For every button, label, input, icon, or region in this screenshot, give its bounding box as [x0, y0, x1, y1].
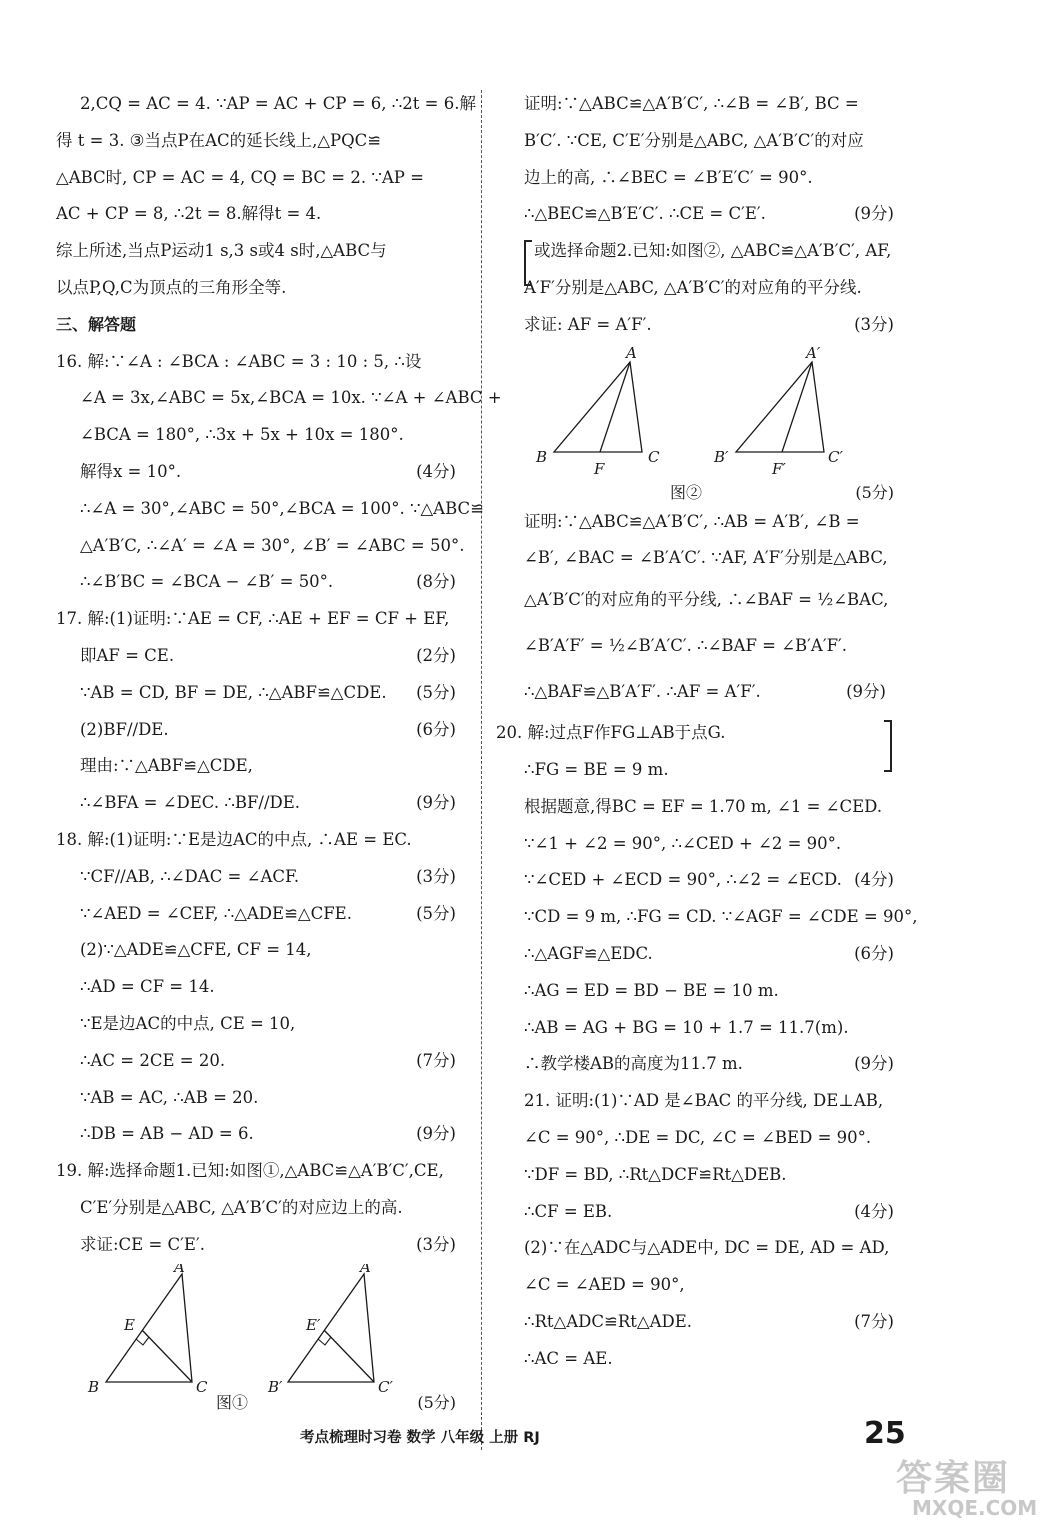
figure-1-diagram	[56, 1264, 456, 1414]
altitude-c2e2	[324, 1330, 374, 1382]
watermark-text: 答案圈	[896, 1458, 1011, 1499]
text-line: 或选择命题2.已知:如图②, △ABC≌△A′B′C′, AF,	[534, 241, 892, 261]
score: (7分)	[854, 1311, 894, 1331]
triangle-abc	[554, 362, 642, 452]
text-line: 即AF = CE. (2分)	[56, 638, 456, 675]
text-line: 得 t = 3. ③当点P在AC的延长线上,△PQC≌	[56, 130, 382, 150]
text-line: ∴∠BFA = ∠DEC. ∴BF//DE. (9分)	[56, 785, 456, 822]
text-line: ∴AC = 2CE = 20. (7分)	[56, 1043, 456, 1080]
text-line: C′E′分别是△ABC, △A′B′C′的对应边上的高.	[80, 1197, 403, 1217]
score: (9分)	[854, 1054, 894, 1074]
text-line: 17. 解:(1)证明:∵AE = CF, ∴AE + EF = CF + EF,	[56, 609, 450, 629]
label-e: E	[124, 1315, 135, 1334]
score: (9分)	[846, 682, 886, 702]
text-line: 2,CQ = AC = 4. ∵AP = AC + CP = 6, ∴2t = 6.解	[80, 94, 476, 113]
score: (5分)	[855, 482, 894, 502]
label-f2: F′	[772, 459, 786, 478]
right-angle-mark	[318, 1337, 331, 1345]
text-line: ∴△BAF≌△B′A′F′. ∴AF = A′F′. (9分)	[524, 669, 894, 715]
text-line: (2)BF//DE. (6分)	[56, 712, 456, 749]
score: (9分)	[416, 793, 456, 813]
text-line: 19. 解:选择命题1.已知:如图①,△ABC≌△A′B′C′,CE,	[56, 1161, 444, 1181]
text-line: 求证: AF = A′F′. (3分)	[524, 307, 894, 344]
text-line: ∴教学楼AB的高度为11.7 m. (9分)	[524, 1046, 894, 1083]
text-line: ∠C = ∠AED = 90°,	[524, 1275, 685, 1295]
label-c2: C′	[378, 1377, 393, 1396]
score: (4分)	[416, 461, 456, 481]
text-line: ∴FG = BE = 9 m.	[524, 759, 669, 779]
label-c: C	[196, 1377, 208, 1396]
text-line: 求证:CE = C′E′. (3分)	[56, 1227, 456, 1264]
text-line: ∵DF = BD, ∴Rt△DCF≌Rt△DEB.	[524, 1164, 787, 1184]
text-line: ∵AB = CD, BF = DE, ∴△ABF≌△CDE. (5分)	[56, 675, 456, 712]
label-e2: E′	[306, 1315, 321, 1334]
text-line: 边上的高, ∴∠BEC = ∠B′E′C′ = 90°.	[524, 167, 813, 187]
text-line: ∠C = 90°, ∴DE = DC, ∠C = ∠BED = 90°.	[524, 1127, 872, 1147]
score: (6分)	[854, 943, 894, 963]
text-line: 证明:∵△ABC≌△A′B′C′, ∴AB = A′B′, ∠B =	[524, 511, 860, 531]
text-line: ∵AB = AC, ∴AB = 20.	[80, 1087, 259, 1107]
text-line: 证明:∵△ABC≌△A′B′C′, ∴∠B = ∠B′, BC =	[524, 94, 859, 113]
score: (9分)	[854, 204, 894, 224]
figure-caption: 图①	[216, 1392, 249, 1412]
triangle-a2b2c2	[736, 362, 824, 452]
text-line: ∴∠B′BC = ∠BCA − ∠B′ = 50°. (8分)	[56, 564, 456, 601]
text-line: 21. 证明:(1)∵AD 是∠BAC 的平分线, DE⊥AB,	[524, 1091, 884, 1111]
text-line: (2)∵△ADE≌△CFE, CF = 14,	[80, 940, 312, 960]
label-b: B	[536, 447, 548, 466]
score: (2分)	[416, 645, 456, 665]
score: (7分)	[416, 1050, 456, 1070]
page-number: 25	[864, 1416, 906, 1451]
figure-2	[524, 344, 894, 504]
score: (4分)	[854, 870, 894, 890]
text-line: ∠B′A′F′ = ½∠B′A′C′. ∴∠BAF = ∠B′A′F′.	[524, 636, 848, 656]
text-line: ∴AC = AE.	[524, 1348, 613, 1368]
figure-2-diagram	[524, 344, 894, 504]
text-line: AC + CP = 8, ∴2t = 8.解得t = 4.	[56, 204, 322, 224]
score: (8分)	[416, 572, 456, 592]
label-c2: C′	[828, 447, 843, 466]
text-line: ∠BCA = 180°, ∴3x + 5x + 10x = 180°.	[80, 425, 404, 445]
text-line: A′F′分别是△ABC, △A′B′C′的对应角的平分线.	[524, 277, 862, 297]
score: (3分)	[416, 866, 456, 886]
text-line: ∠B′, ∠BAC = ∠B′A′C′. ∵AF, A′F′分别是△ABC,	[524, 548, 888, 568]
label-c: C	[648, 447, 660, 466]
text-line: ∵CD = 9 m, ∴FG = CD. ∵∠AGF = ∠CDE = 90°,	[524, 907, 918, 927]
score: (3分)	[416, 1234, 456, 1254]
text-line: ∴Rt△ADC≌Rt△ADE. (7分)	[524, 1304, 894, 1341]
text-line: ∴CF = EB. (4分)	[524, 1194, 894, 1231]
figure-1	[56, 1264, 456, 1414]
text-line: ∠A = 3x,∠ABC = 5x,∠BCA = 10x. ∵∠A + ∠ABC +	[80, 388, 502, 408]
score: (5分)	[417, 1392, 456, 1412]
text-line: ∵∠AED = ∠CEF, ∴△ADE≌△CFE. (5分)	[56, 896, 456, 933]
score: (9分)	[416, 1124, 456, 1144]
score: (4分)	[854, 1201, 894, 1221]
text-line: (2)∵在△ADC与△ADE中, DC = DE, AD = AD,	[524, 1238, 890, 1258]
text-line: ∴AB = AG + BG = 10 + 1.7 = 11.7(m).	[524, 1017, 849, 1037]
label-f: F	[594, 459, 605, 478]
triangle-abc	[106, 1274, 192, 1382]
bisector-a2f2	[782, 362, 812, 452]
text-line: △A′B′C, ∴∠A′ = ∠A = 30°, ∠B′ = ∠ABC = 50°.	[80, 535, 465, 555]
watermark-logo	[896, 1450, 1046, 1530]
triangle-a2b2c2	[288, 1274, 374, 1382]
text-line: ∵E是边AC的中点, CE = 10,	[80, 1013, 296, 1033]
text-line: ∴∠A = 30°,∠ABC = 50°,∠BCA = 100°. ∵△ABC≌	[80, 498, 484, 518]
text-line: ∴AD = CF = 14.	[80, 977, 215, 997]
text-line: ∴AG = ED = BD − BE = 10 m.	[524, 980, 779, 1000]
score: (5分)	[416, 903, 456, 923]
text-line: 根据题意,得BC = EF = 1.70 m, ∠1 = ∠CED.	[524, 796, 883, 816]
label-a: A	[174, 1263, 185, 1276]
page-footer: 考点梳理时习卷 数学 八年级 上册 RJ	[300, 1430, 540, 1446]
score: (6分)	[416, 719, 456, 739]
left-column	[56, 86, 502, 1414]
figure-caption: 图②	[670, 482, 703, 502]
text-line: ∴△BEC≌△B′E′C′. ∴CE = C′E′. (9分)	[524, 196, 894, 233]
label-b: B	[88, 1377, 100, 1396]
altitude-ce	[142, 1330, 192, 1382]
text-line: 20. 解:过点F作FG⊥AB于点G.	[496, 723, 726, 743]
optional-bracket-open	[524, 240, 532, 286]
text-line: △ABC时, CP = AC = 4, CQ = BC = 2. ∵AP =	[56, 167, 424, 187]
text-line: 以点P,Q,C为顶点的三角形全等.	[56, 277, 287, 297]
text-line: ∵CF//AB, ∴∠DAC = ∠ACF. (3分)	[56, 859, 456, 896]
text-line: △A′B′C′的对应角的平分线, ∴∠BAF = ½∠BAC,	[524, 590, 889, 610]
optional-bracket-close	[884, 720, 892, 772]
section-heading: 三、解答题	[56, 314, 137, 334]
label-a2: A′	[806, 343, 821, 362]
score: (3分)	[854, 314, 894, 334]
text-line: ∴DB = AB − AD = 6. (9分)	[56, 1116, 456, 1153]
label-a2: A′	[360, 1263, 375, 1276]
column-divider	[481, 90, 482, 1450]
label-a: A	[626, 343, 637, 362]
text-line: 解得x = 10°. (4分)	[56, 454, 456, 491]
text-line: 综上所述,当点P运动1 s,3 s或4 s时,△ABC与	[56, 241, 387, 261]
text-line: ∵∠1 + ∠2 = 90°, ∴∠CED + ∠2 = 90°.	[524, 833, 842, 853]
text-line: 16. 解:∵∠A : ∠BCA : ∠ABC = 3 : 10 : 5, ∴设	[56, 351, 422, 371]
text-line: 理由:∵△ABF≌△CDE,	[80, 756, 253, 776]
right-angle-mark	[136, 1337, 149, 1345]
text-line: ∴△AGF≌△EDC. (6分)	[524, 936, 894, 973]
text-line: B′C′. ∵CE, C′E′分别是△ABC, △A′B′C′的对应	[524, 130, 864, 150]
score: (5分)	[416, 682, 456, 702]
label-b2: B′	[714, 447, 729, 466]
right-column	[496, 86, 918, 1378]
text-line: 18. 解:(1)证明:∵E是边AC的中点, ∴AE = EC.	[56, 829, 412, 849]
text-line: ∵∠CED + ∠ECD = 90°, ∴∠2 = ∠ECD. (4分)	[524, 862, 894, 899]
label-b2: B′	[268, 1377, 283, 1396]
watermark-url: MXQE.COM	[912, 1496, 1038, 1520]
bisector-af	[600, 362, 630, 452]
